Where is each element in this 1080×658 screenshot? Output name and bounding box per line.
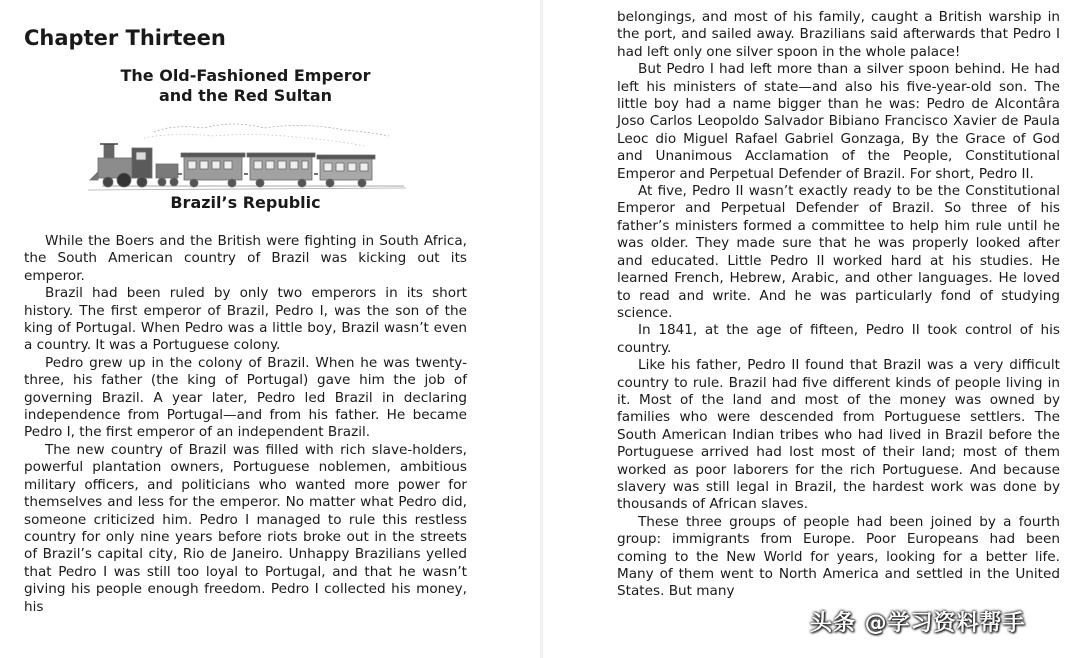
- steam-train-illustration-icon: [84, 122, 408, 194]
- paragraph: These three groups of people had been joined by a fourth group: immigrants from Europe. Poor Europeans had been coming to the New World for years, looking for a better life. Many of them went to North America and settled in the United States. But many: [617, 513, 1060, 600]
- watermark: 头条 @学习资料帮手: [810, 611, 1026, 636]
- right-page-body: [617, 9, 1060, 601]
- paragraph: belongings, and most of his family, caught a British warship in the port, and sailed away. Brazilians said afterwards that Pedro I had left only one silver spoon in the whole palace!: [617, 9, 1060, 60]
- paragraph: Like his father, Pedro II found that Brazil was a very difficult country to rule. Brazil had five different kinds of people living in it. Most of the land and most of the money was owned by families who were descended from Portuguese settlers. The South American Indian tribes who had lived in Brazil before the Portuguese arrived had lost most of their land; most of them worked as poor laborers for the rich Portuguese. And because slavery was still legal in Brazil, the hardest work was done by thousands of African slaves.: [617, 357, 1060, 513]
- paragraph: But Pedro I had left more than a silver spoon behind. He had left his ministers of state—and also his five-year-old son. The little boy had a name bigger than he was: Pedro de Alcontâra Joso Carlos Leopoldo Salvador Bibiano Francisco Xavier de Paula Leoc dio Miguel Rafael Gabriel Gonzaga, By the Grace of God and Unanimous Acclamation of the People, Constitutional Emperor and Perpetual Defender of Brazil. For short, Pedro II.: [617, 61, 1060, 182]
- right-book-page: [543, 0, 1080, 658]
- paragraph: In 1841, at the age of fifteen, Pedro II took control of his country.: [617, 322, 1060, 356]
- paragraph: While the Boers and the British were fighting in South Africa, the South American country of Brazil was kicking out its emperor.: [24, 233, 467, 284]
- subtitle-line-2: and the Red Sultan: [158, 86, 333, 105]
- subtitle-line-1: The Old-Fashioned Emperor: [120, 66, 371, 85]
- left-page-body: [24, 233, 467, 616]
- paragraph: Pedro grew up in the colony of Brazil. When he was twenty-three, his father (the king of Portugal) gave him the job of governing Brazil. A year later, Pedro led Brazil in declaring independence from Portugal—and from his father. He became Pedro I, the first emperor of an independent Brazil.: [24, 354, 467, 441]
- chapter-title: Chapter Thirteen: [24, 26, 226, 50]
- paragraph: At five, Pedro II wasn’t exactly ready to be the Constitutional Emperor and Perpetual Defender of Brazil. So three of his father’s ministers formed a committee to help him rule until he was older. They made sure that he was properly looked after and educated. Little Pedro II worked hard at his studies. He learned French, Hebrew, Arabic, and other languages. He loved to read and write. And he was particularly fond of studying science.: [617, 183, 1060, 321]
- section-title: Brazil’s Republic: [170, 193, 321, 212]
- paragraph: The new country of Brazil was filled with rich slave-holders, powerful plantation owners, Portuguese noblemen, ambitious military officers, and politicians who wanted more power for themselves and less for the emperor. No matter what Pedro did, someone criticized him. Pedro I managed to rule this restless country for only nine years before riots broke out in the streets of Brazil’s capital city, Rio de Janeiro. Unhappy Brazilians yelled that Pedro I was still too loyal to Portugal, and that he wasn’t giving his people enough freedom. Pedro I collected his money, his: [24, 441, 467, 615]
- chapter-subtitle: [24, 66, 467, 106]
- paragraph: Brazil had been ruled by only two emperors in its short history. The first emperor of Brazil, Pedro I, was the son of the king of Portugal. When Pedro was a little boy, Brazil wasn’t even a country. It was a Portuguese colony.: [24, 285, 467, 354]
